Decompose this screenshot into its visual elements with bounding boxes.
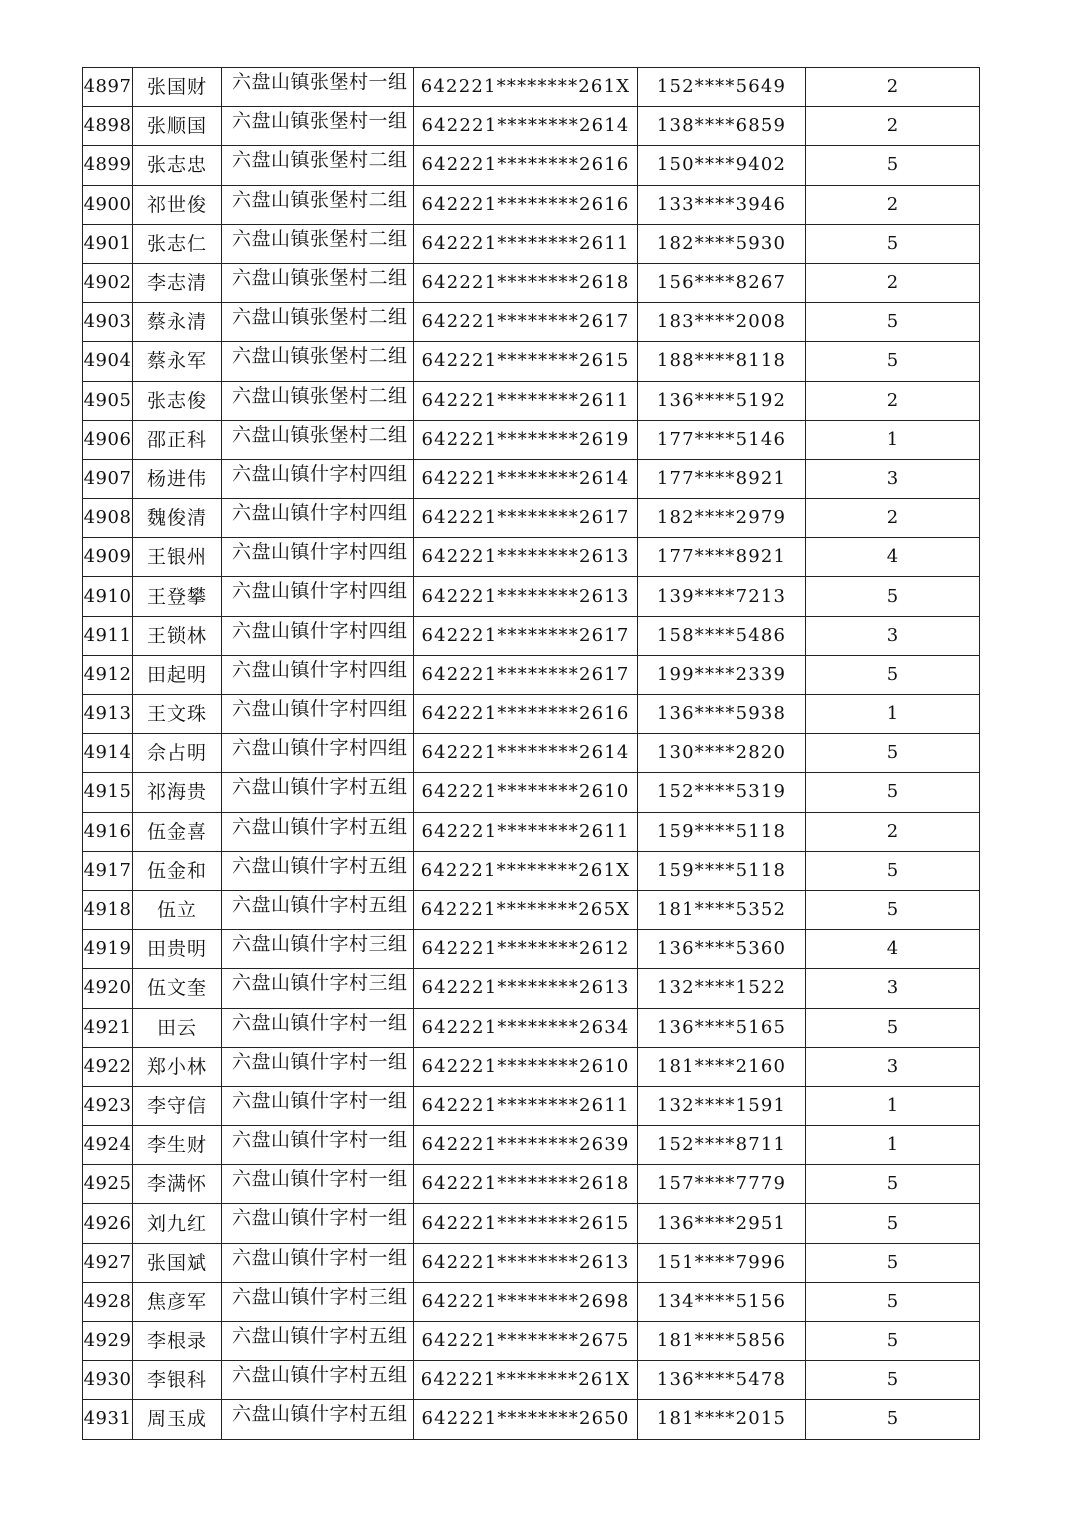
phone-number: 134****5156: [638, 1282, 806, 1321]
household-count: 5: [806, 890, 980, 929]
household-count: 2: [806, 68, 980, 107]
address-cell: [222, 1282, 414, 1321]
person-name: 杨进伟: [133, 459, 222, 498]
id-number: 642221********2610: [414, 1047, 638, 1086]
address-cell: [222, 851, 414, 890]
record-number: 4922: [83, 1047, 133, 1086]
address-text: 六盘山镇什字村五组: [232, 893, 408, 916]
household-count: 5: [806, 1400, 980, 1439]
id-number: 642221********2618: [414, 263, 638, 302]
address-cell: [222, 499, 414, 538]
person-name: 张志忠: [133, 146, 222, 185]
address-text: 六盘山镇张堡村二组: [232, 345, 408, 368]
address-text: 六盘山镇什字村一组: [232, 1129, 408, 1152]
table-row: [83, 146, 980, 185]
person-name: 田云: [133, 1008, 222, 1047]
table-row: [83, 499, 980, 538]
person-name: 伍立: [133, 890, 222, 929]
address-text: 六盘山镇什字村五组: [232, 854, 408, 877]
address-cell: [222, 224, 414, 263]
record-number: 4921: [83, 1008, 133, 1047]
id-number: 642221********2615: [414, 1204, 638, 1243]
id-number: 642221********2610: [414, 773, 638, 812]
address-text: 六盘山镇什字村一组: [232, 1246, 408, 1269]
address-text: 六盘山镇什字村四组: [232, 541, 408, 564]
table-row: [83, 185, 980, 224]
address-cell: [222, 1322, 414, 1361]
household-count: 5: [806, 342, 980, 381]
address-text: 六盘山镇什字村三组: [232, 972, 408, 995]
id-number: 642221********2611: [414, 812, 638, 851]
id-number: 642221********2617: [414, 655, 638, 694]
person-name: 伍金喜: [133, 812, 222, 851]
phone-number: 199****2339: [638, 655, 806, 694]
record-number: 4914: [83, 734, 133, 773]
person-name: 伍金和: [133, 851, 222, 890]
records-body: [83, 68, 980, 1440]
person-name: 李守信: [133, 1086, 222, 1125]
person-name: 田贵明: [133, 930, 222, 969]
household-count: 2: [806, 185, 980, 224]
address-text: 六盘山镇什字村四组: [232, 502, 408, 525]
record-number: 4915: [83, 773, 133, 812]
table-row: [83, 1400, 980, 1439]
record-number: 4907: [83, 459, 133, 498]
table-row: [83, 1204, 980, 1243]
record-number: 4920: [83, 969, 133, 1008]
phone-number: 181****2015: [638, 1400, 806, 1439]
household-count: 1: [806, 1086, 980, 1125]
person-name: 李根录: [133, 1322, 222, 1361]
phone-number: 136****2951: [638, 1204, 806, 1243]
household-count: 5: [806, 224, 980, 263]
household-count: 5: [806, 1282, 980, 1321]
table-row: [83, 1243, 980, 1282]
id-number: 642221********2615: [414, 342, 638, 381]
household-count: 4: [806, 930, 980, 969]
id-number: 642221********2619: [414, 420, 638, 459]
table-row: [83, 577, 980, 616]
address-cell: [222, 1008, 414, 1047]
record-number: 4911: [83, 616, 133, 655]
record-number: 4909: [83, 538, 133, 577]
id-number: 642221********2611: [414, 381, 638, 420]
person-name: 祁海贵: [133, 773, 222, 812]
address-text: 六盘山镇什字村五组: [232, 815, 408, 838]
household-count: 2: [806, 107, 980, 146]
address-text: 六盘山镇张堡村二组: [232, 149, 408, 172]
household-count: 5: [806, 734, 980, 773]
household-count: 5: [806, 1008, 980, 1047]
household-count: 5: [806, 303, 980, 342]
person-name: 田起明: [133, 655, 222, 694]
address-cell: [222, 263, 414, 302]
id-number: 642221********2616: [414, 695, 638, 734]
id-number: 642221********2611: [414, 1086, 638, 1125]
phone-number: 138****6859: [638, 107, 806, 146]
household-count: 2: [806, 263, 980, 302]
household-count: 5: [806, 1204, 980, 1243]
household-count: 5: [806, 1361, 980, 1400]
household-count: 5: [806, 1322, 980, 1361]
address-cell: [222, 773, 414, 812]
person-name: 魏俊清: [133, 499, 222, 538]
address-text: 六盘山镇张堡村一组: [232, 110, 408, 133]
person-name: 李满怀: [133, 1165, 222, 1204]
record-number: 4929: [83, 1322, 133, 1361]
id-number: 642221********261X: [414, 1361, 638, 1400]
table-row: [83, 303, 980, 342]
table-row: [83, 812, 980, 851]
table-row: [83, 224, 980, 263]
address-text: 六盘山镇什字村一组: [232, 1011, 408, 1034]
record-number: 4901: [83, 224, 133, 263]
table-row: [83, 420, 980, 459]
id-number: 642221********2613: [414, 577, 638, 616]
address-text: 六盘山镇什字村三组: [232, 933, 408, 956]
record-number: 4930: [83, 1361, 133, 1400]
household-count: 2: [806, 812, 980, 851]
address-text: 六盘山镇张堡村二组: [232, 227, 408, 250]
phone-number: 132****1591: [638, 1086, 806, 1125]
table-row: [83, 342, 980, 381]
phone-number: 136****5192: [638, 381, 806, 420]
record-number: 4926: [83, 1204, 133, 1243]
record-number: 4904: [83, 342, 133, 381]
address-cell: [222, 538, 414, 577]
address-text: 六盘山镇什字村五组: [232, 776, 408, 799]
person-name: 张志俊: [133, 381, 222, 420]
record-number: 4900: [83, 185, 133, 224]
address-cell: [222, 1126, 414, 1165]
table-row: [83, 68, 980, 107]
table-row: [83, 734, 980, 773]
phone-number: 132****1522: [638, 969, 806, 1008]
address-cell: [222, 616, 414, 655]
record-number: 4924: [83, 1126, 133, 1165]
phone-number: 182****2979: [638, 499, 806, 538]
address-cell: [222, 68, 414, 107]
record-number: 4931: [83, 1400, 133, 1439]
table-row: [83, 1322, 980, 1361]
address-text: 六盘山镇什字村一组: [232, 1207, 408, 1230]
person-name: 张国财: [133, 68, 222, 107]
record-number: 4899: [83, 146, 133, 185]
id-number: 642221********2612: [414, 930, 638, 969]
phone-number: 151****7996: [638, 1243, 806, 1282]
record-number: 4897: [83, 68, 133, 107]
household-count: 5: [806, 773, 980, 812]
household-count: 2: [806, 381, 980, 420]
person-name: 蔡永清: [133, 303, 222, 342]
address-cell: [222, 655, 414, 694]
record-number: 4916: [83, 812, 133, 851]
phone-number: 136****5360: [638, 930, 806, 969]
phone-number: 133****3946: [638, 185, 806, 224]
record-number: 4912: [83, 655, 133, 694]
address-text: 六盘山镇什字村五组: [232, 1403, 408, 1426]
household-count: 3: [806, 969, 980, 1008]
table-row: [83, 1008, 980, 1047]
id-number: 642221********261X: [414, 851, 638, 890]
person-name: 邵正科: [133, 420, 222, 459]
person-name: 焦彦军: [133, 1282, 222, 1321]
household-count: 1: [806, 420, 980, 459]
phone-number: 188****8118: [638, 342, 806, 381]
id-number: 642221********2611: [414, 224, 638, 263]
phone-number: 150****9402: [638, 146, 806, 185]
address-text: 六盘山镇什字村四组: [232, 698, 408, 720]
phone-number: 139****7213: [638, 577, 806, 616]
address-cell: [222, 577, 414, 616]
phone-number: 157****7779: [638, 1165, 806, 1204]
id-number: 642221********2617: [414, 303, 638, 342]
id-number: 642221********2618: [414, 1165, 638, 1204]
table-row: [83, 1282, 980, 1321]
address-cell: [222, 1047, 414, 1086]
table-row: [83, 695, 980, 734]
person-name: 张顺国: [133, 107, 222, 146]
table-row: [83, 381, 980, 420]
phone-number: 152****8711: [638, 1126, 806, 1165]
table-row: [83, 616, 980, 655]
address-text: 六盘山镇张堡村二组: [232, 384, 408, 407]
record-number: 4902: [83, 263, 133, 302]
phone-number: 159****5118: [638, 812, 806, 851]
household-count: 3: [806, 459, 980, 498]
id-number: 642221********2613: [414, 1243, 638, 1282]
phone-number: 136****5938: [638, 695, 806, 734]
address-cell: [222, 107, 414, 146]
table-row: [83, 538, 980, 577]
record-number: 4919: [83, 930, 133, 969]
id-number: 642221********2650: [414, 1400, 638, 1439]
address-cell: [222, 930, 414, 969]
person-name: 李志清: [133, 263, 222, 302]
address-text: 六盘山镇什字村一组: [232, 1168, 408, 1191]
phone-number: 130****2820: [638, 734, 806, 773]
address-cell: [222, 812, 414, 851]
household-count: 5: [806, 1243, 980, 1282]
table-row: [83, 1047, 980, 1086]
table-row: [83, 1361, 980, 1400]
table-row: [83, 1165, 980, 1204]
address-text: 六盘山镇什字村五组: [232, 1364, 408, 1387]
person-name: 王登攀: [133, 577, 222, 616]
phone-number: 177****8921: [638, 538, 806, 577]
record-number: 4925: [83, 1165, 133, 1204]
address-cell: [222, 890, 414, 929]
address-cell: [222, 969, 414, 1008]
phone-number: 159****5118: [638, 851, 806, 890]
address-cell: [222, 1243, 414, 1282]
address-cell: [222, 420, 414, 459]
person-name: 伍文奎: [133, 969, 222, 1008]
address-cell: [222, 303, 414, 342]
household-count: 5: [806, 851, 980, 890]
id-number: 642221********2616: [414, 185, 638, 224]
person-name: 蔡永军: [133, 342, 222, 381]
household-count: 4: [806, 538, 980, 577]
address-text: 六盘山镇什字村五组: [232, 1325, 408, 1347]
phone-number: 181****2160: [638, 1047, 806, 1086]
table-row: [83, 459, 980, 498]
record-number: 4928: [83, 1282, 133, 1321]
person-name: 张国斌: [133, 1243, 222, 1282]
address-cell: [222, 146, 414, 185]
address-cell: [222, 695, 414, 734]
id-number: 642221********2698: [414, 1282, 638, 1321]
address-text: 六盘山镇什字村三组: [232, 1285, 408, 1308]
address-cell: [222, 381, 414, 420]
address-text: 六盘山镇什字村四组: [232, 462, 408, 485]
id-number: 642221********2613: [414, 538, 638, 577]
id-number: 642221********261X: [414, 68, 638, 107]
person-name: 王文珠: [133, 695, 222, 734]
id-number: 642221********2639: [414, 1126, 638, 1165]
household-count: 5: [806, 146, 980, 185]
address-cell: [222, 1204, 414, 1243]
record-number: 4908: [83, 499, 133, 538]
address-cell: [222, 1086, 414, 1125]
address-text: 六盘山镇什字村四组: [232, 658, 408, 681]
household-count: 1: [806, 695, 980, 734]
address-cell: [222, 459, 414, 498]
id-number: 642221********2614: [414, 107, 638, 146]
phone-number: 183****2008: [638, 303, 806, 342]
address-text: 六盘山镇张堡村一组: [232, 71, 408, 93]
household-count: 5: [806, 1165, 980, 1204]
table-row: [83, 773, 980, 812]
table-row: [83, 969, 980, 1008]
address-text: 六盘山镇张堡村二组: [232, 306, 408, 329]
table-row: [83, 851, 980, 890]
phone-number: 136****5165: [638, 1008, 806, 1047]
record-number: 4923: [83, 1086, 133, 1125]
id-number: 642221********2614: [414, 734, 638, 773]
address-text: 六盘山镇什字村四组: [232, 580, 408, 603]
household-count: 5: [806, 577, 980, 616]
household-count: 5: [806, 655, 980, 694]
phone-number: 181****5352: [638, 890, 806, 929]
id-number: 642221********2634: [414, 1008, 638, 1047]
record-number: 4903: [83, 303, 133, 342]
id-number: 642221********2613: [414, 969, 638, 1008]
person-name: 李生财: [133, 1126, 222, 1165]
record-number: 4905: [83, 381, 133, 420]
person-name: 佘占明: [133, 734, 222, 773]
record-number: 4913: [83, 695, 133, 734]
record-number: 4918: [83, 890, 133, 929]
id-number: 642221********265X: [414, 890, 638, 929]
person-name: 周玉成: [133, 1400, 222, 1439]
household-count: 2: [806, 499, 980, 538]
record-number: 4910: [83, 577, 133, 616]
person-name: 刘九红: [133, 1204, 222, 1243]
person-name: 王银州: [133, 538, 222, 577]
address-text: 六盘山镇张堡村二组: [232, 266, 408, 289]
phone-number: 158****5486: [638, 616, 806, 655]
address-cell: [222, 1361, 414, 1400]
person-name: 张志仁: [133, 224, 222, 263]
id-number: 642221********2614: [414, 459, 638, 498]
table-row: [83, 1126, 980, 1165]
table-row: [83, 263, 980, 302]
id-number: 642221********2617: [414, 616, 638, 655]
table-row: [83, 890, 980, 929]
id-number: 642221********2616: [414, 146, 638, 185]
person-name: 李银科: [133, 1361, 222, 1400]
address-text: 六盘山镇什字村四组: [232, 737, 408, 760]
record-number: 4927: [83, 1243, 133, 1282]
address-cell: [222, 185, 414, 224]
record-number: 4906: [83, 420, 133, 459]
person-name: 王锁林: [133, 616, 222, 655]
phone-number: 181****5856: [638, 1322, 806, 1361]
record-number: 4898: [83, 107, 133, 146]
table-row: [83, 655, 980, 694]
phone-number: 152****5649: [638, 68, 806, 107]
household-count: 3: [806, 1047, 980, 1086]
address-text: 六盘山镇什字村一组: [232, 1050, 408, 1073]
id-number: 642221********2675: [414, 1322, 638, 1361]
phone-number: 177****5146: [638, 420, 806, 459]
address-text: 六盘山镇什字村一组: [232, 1089, 408, 1112]
address-cell: [222, 342, 414, 381]
household-count: 3: [806, 616, 980, 655]
address-text: 六盘山镇张堡村二组: [232, 188, 408, 211]
address-cell: [222, 1165, 414, 1204]
household-count: 1: [806, 1126, 980, 1165]
id-number: 642221********2617: [414, 499, 638, 538]
records-table: [82, 67, 980, 1440]
table-row: [83, 930, 980, 969]
record-number: 4917: [83, 851, 133, 890]
table-row: [83, 1086, 980, 1125]
address-text: 六盘山镇张堡村二组: [232, 423, 408, 446]
phone-number: 177****8921: [638, 459, 806, 498]
phone-number: 182****5930: [638, 224, 806, 263]
phone-number: 152****5319: [638, 773, 806, 812]
phone-number: 156****8267: [638, 263, 806, 302]
address-text: 六盘山镇什字村四组: [232, 619, 408, 642]
address-cell: [222, 1400, 414, 1439]
person-name: 祁世俊: [133, 185, 222, 224]
phone-number: 136****5478: [638, 1361, 806, 1400]
address-cell: [222, 734, 414, 773]
person-name: 郑小林: [133, 1047, 222, 1086]
table-row: [83, 107, 980, 146]
